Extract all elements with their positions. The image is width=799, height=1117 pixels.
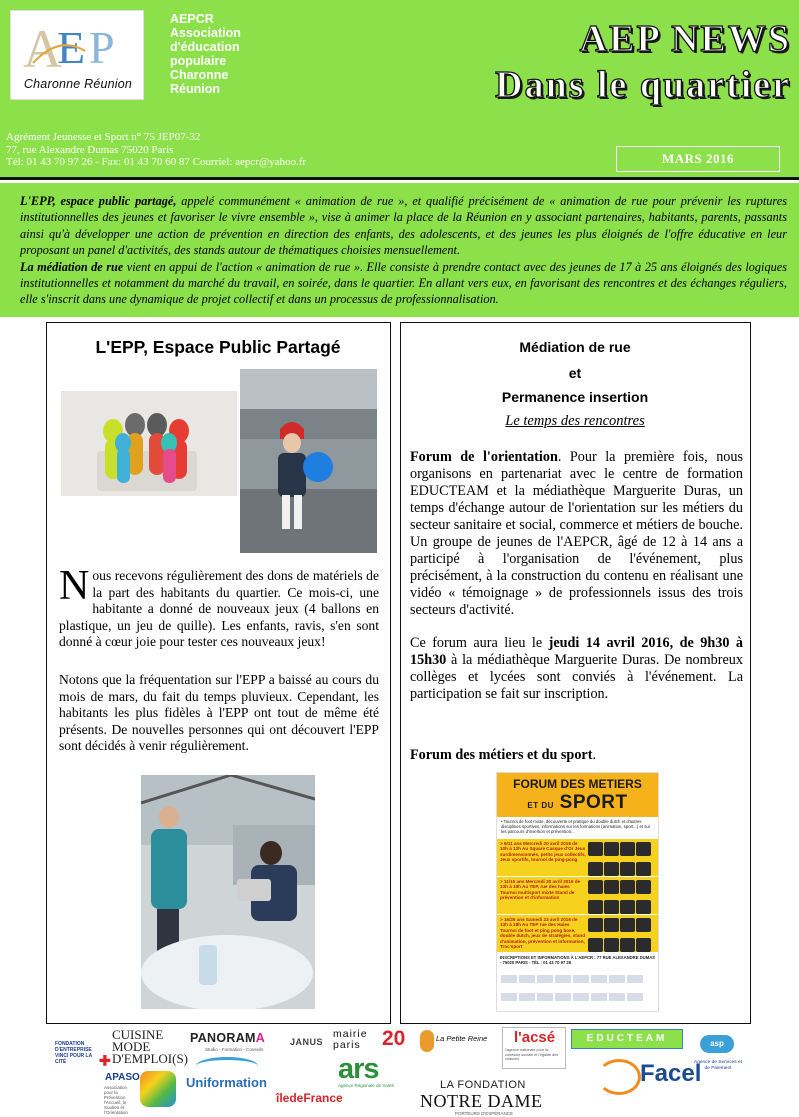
mediation-article — [400, 322, 751, 1024]
sport-pictogram-icons — [587, 918, 655, 949]
forum-sport-heading: Forum des métiers et du sport. — [410, 747, 596, 763]
logo-uniformation: Uniformation — [186, 1075, 267, 1090]
logo-facel: Facel — [640, 1060, 702, 1087]
poster-title: FORUM DES METIERS — [513, 777, 642, 791]
epp-article — [46, 322, 391, 1024]
bowling-pins-photo — [61, 391, 237, 496]
logo-fondation-notre-dame: NOTRE DAME — [420, 1091, 543, 1111]
logo-apaso: APASO — [105, 1072, 140, 1083]
uniformation-arc-icon — [196, 1057, 258, 1075]
phone-email-line: Tél: 01 43 70 97 26 - Fax: 01 43 70 60 87 Courriel: aepcr@yahoo.fr — [6, 156, 307, 169]
poster-band-16-25: > 16/25 ans Samedi 23 avril 2016 de 13h à 18h Au TEP rue des Haies Tournoi de foot et ping pong boxe, double dutch, jeux de stratégies, stand d'animation, prévention et information, Troc'sport — [497, 915, 658, 952]
article-heading: L'EPP, Espace Public Partagé — [95, 337, 341, 357]
logo-mairie-paris: mairie paris — [333, 1028, 368, 1051]
agrement-line: Agrément Jeunesse et Sport n° 75 JEP07-32 — [6, 131, 201, 143]
intro-mediation-term: La médiation de rue — [20, 259, 124, 274]
address-line: 77, rue Alexandre Dumas 75020 Paris — [6, 143, 174, 156]
issue-date: MARS 2016 — [616, 146, 780, 172]
forum-date-paragraph: Ce forum aura lieu le jeudi 14 avril 2016, de 9h30 à 15h30 à la médiathèque Marguerite Duras. De nombreux collèges et lycées sont conviés à l'événement. La participation se fait sur inscription. — [410, 635, 743, 702]
aep-logo-mark — [19, 17, 137, 75]
facel-swirl-icon — [597, 1059, 641, 1095]
poster-band-11-15: > 11/15 ans Mercredi 20 avril 2016 de 13h à 18h Au TEP, rue des haies Tournoi multisport mixte Stand de prévention et d'information — [497, 877, 658, 914]
partner-logos — [0, 1027, 799, 1117]
intro-epp-term: L'EPP, espace public partagé, — [20, 194, 177, 208]
forum-orientation-paragraph: Forum de l'orientation. Pour la première fois, nous organisons en partenariat avec le centre de formation EDUCTEAM et la médiathèque Marguerite Duras, un temps d'échange autour de l'orientation sur les métiers du secteur sanitaire et social, commerce et métiers de bouche. Un groupe de jeunes de l'AEPCR, âgé de 12 à 14 ans a participé à l'organisation de l'événement, plus précisément, à la construction du contenu en réalisant une vidéo « témoignage » de professionnels issus des trois secteurs d'activité. — [410, 449, 743, 618]
title-line-1: AEP NEWS — [579, 18, 791, 60]
asp-caption: Agence de Services et de Paiement — [694, 1060, 742, 1071]
logo-educteam: EDUCTEAM — [571, 1029, 683, 1049]
drop-cap: N — [59, 563, 90, 609]
logo-fondation-notre-dame-top: LA FONDATION — [440, 1079, 526, 1091]
svg-text:E: E — [57, 22, 86, 73]
epp-paragraph-1: Nous recevons régulièrement des dons de matériels de la part des habitants du quartier. Ce mois-ci, une habitante a donné de nouveaux jeux (4 ballons en plastique, un jeu de quille). Les enfants, ravis, s'en sont donné à cœur joie pour tester ces nouveaux jeux! — [59, 563, 379, 650]
sport-pictogram-icons — [587, 842, 655, 873]
logo-fondation-vinci: FONDATION D'ENTREPRISE VINCI POUR LA CITÉ ✚ — [55, 1041, 111, 1069]
title-line-2: Dans le quartier — [495, 64, 791, 106]
intro-band — [0, 183, 799, 317]
logo-asp: asp — [700, 1035, 734, 1053]
logo-acse: l'acsé — [514, 1029, 556, 1046]
heading-mediation: Médiation de rue — [519, 339, 631, 355]
intro-paragraph-2: vient en appui de l'action « animation de rue ». Elle consiste à prendre contact avec des jeunes de 17 à 25 ans éloignés des logiques institutionnelles et notamment du marché du travail, en soirée, dans le quartier. En allant vers eux, en favorisant des rencontres et des échanges réguliers, elle s'inscrit dans une dynamique de projet collectif et dans un processus de professionnalisation. — [20, 259, 787, 307]
poster-band-6-11: > 6/11 ans Mercredi 20 avril 2016 de 10h à 12h Au Square Casque d'Or Jeux surdimensionnés, petits jeux collectifs, Jeux sportifs, tournoi de ping-pong — [497, 839, 658, 876]
residents-tent-photo — [141, 775, 315, 1009]
association-name: AEPCR Association d'éducation populaire Charonne Réunion — [170, 12, 241, 96]
colorful-leaf-logo-icon — [140, 1071, 176, 1107]
article-subheading: Le temps des rencontres — [505, 413, 645, 429]
aepcr-logo — [10, 10, 144, 100]
logo-caption: Charonne Réunion — [23, 77, 133, 91]
logo-la-petite-reine: La Petite Reine — [436, 1034, 488, 1043]
heading-permanence: Permanence insertion — [501, 389, 649, 405]
notre-dame-caption: PORTEURS D'ESPÉRANCE — [455, 1111, 514, 1116]
newsletter-header — [0, 0, 799, 180]
poster-title-sport: ET DU SPORT — [527, 792, 628, 813]
contact-info — [6, 131, 426, 169]
heading-et: et — [568, 365, 582, 381]
red-cross-icon: ✚ — [99, 1052, 111, 1069]
child-with-ball-photo — [240, 369, 377, 553]
paris-20-number: 20 — [382, 1027, 406, 1050]
svg-text:A: A — [23, 19, 62, 75]
apaso-caption: Association pour la Prévention l'Accueil, le Soutien et l'Orientation — [104, 1085, 128, 1115]
logo-ile-de-france: îledeFrance — [276, 1091, 343, 1105]
poster-blurb: • Tournoi de foot mixte, découverte et pratique du double dutch et d'autres disciplines sportives, informations sur les formations (animation, sport...) et sur les parcours d'insertion et prévention... — [501, 819, 651, 835]
newsletter-title — [491, 16, 791, 108]
logo-ars: ars — [338, 1053, 379, 1085]
sport-pictogram-icons — [587, 880, 655, 911]
logo-cuisine-mode-emploi: CUISINE MODE D'EMPLOI(S) — [112, 1027, 189, 1066]
intro-paragraph-1: appelé communément « animation de rue », et qualifié précisément de « animation de rue pour prévenir les ruptures institutionnelles des jeunes et favoriser le vivre ensemble », vise à animer la place de la Réunion en y associant partenaires, habitants, parents, passants ainsi qu'à développer une action de prévention en direction des enfants, des adolescents, et des jeunes les plus éloignés de l'offre éducative en leur proposant un panel d'activités, des stands autour de thématiques choisies mensuellement. — [20, 194, 787, 258]
ars-caption: Agence Régionale de Santé — [338, 1083, 395, 1088]
poster-partner-logos — [500, 971, 657, 1009]
poster-contact: INSCRIPTIONS ET INFORMATIONS À L'AEPCR : 77 RUE ALEXANDRE DUMAS - 75020 PARIS - TÉL : 01 43 70 97 26 — [500, 955, 656, 965]
panorama-caption: Studio - Formation - Conseils — [205, 1047, 264, 1052]
acse-caption: l'agence nationale pour la cohésion sociale et l'égalité des chances — [505, 1048, 559, 1061]
logo-janus: JANUS — [290, 1037, 324, 1047]
logo-panorama: PANORAMA — [190, 1031, 266, 1045]
forum-sport-poster — [496, 772, 659, 1012]
svg-text:P: P — [89, 22, 115, 73]
epp-paragraph-2: Notons que la fréquentation sur l'EPP a baissé au cours du mois de mars, du fait du temps pluvieux. Cependant, les habitants les plus fidèles à l'EPP ont tout de même été présents. De nouvelles personnes qui ont découvert l'EPP sont décidés à venir régulièrement. — [59, 672, 379, 754]
